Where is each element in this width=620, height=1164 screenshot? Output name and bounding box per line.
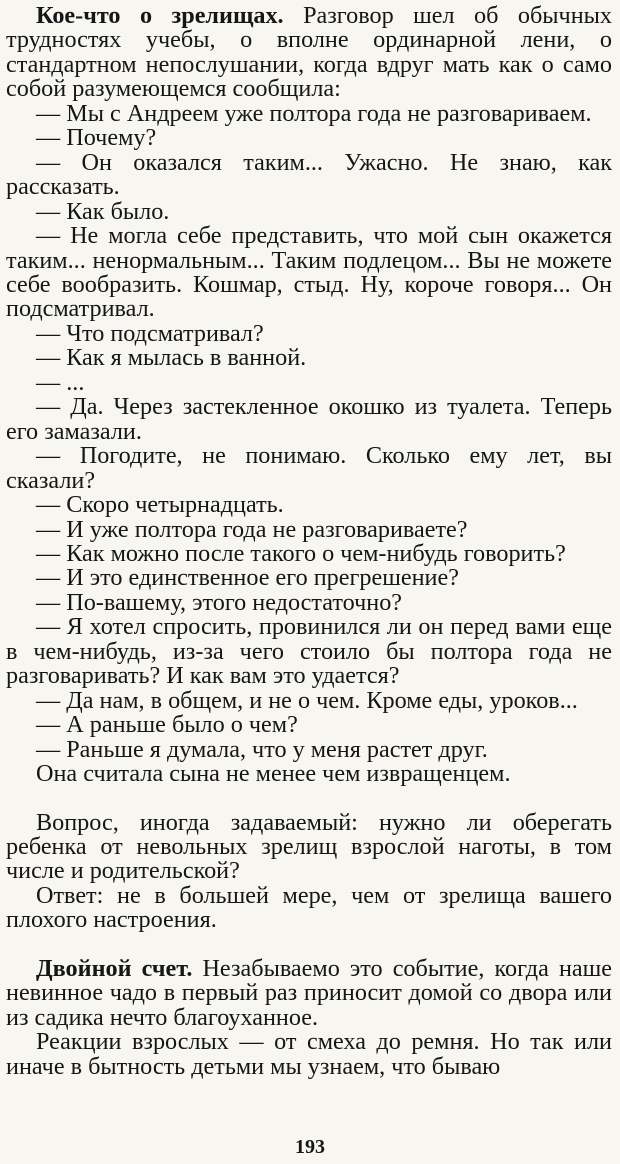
section-intro-paragraph	[6, 954, 612, 1031]
question-paragraph: Вопрос, иногда задаваемый: нужно ли оберегать ребенка от невольных зрелищ взрослой наготы, в том числе и родительской?	[6, 808, 612, 885]
section-gap	[6, 933, 612, 957]
section-heading: Двойной счет.	[36, 954, 193, 982]
dialogue-line: — Как я мылась в ванной.	[36, 344, 307, 372]
intro-text: Разговор шел об обычных трудностях учебы, о вполне ординарной лени, о стандартном непослушании, когда вдруг мать как о само собой разумеющемся сообщила:	[6, 2, 612, 103]
dialogue-line: — Как можно после такого о чем-нибудь говорить?	[36, 539, 566, 567]
intro-text: Незабываемо это событие, когда наше невинное чадо в первый раз приносит домой со двора или из садика нечто благоуханное.	[6, 954, 612, 1031]
answer-paragraph: Ответ: не в большей мере, чем от зрелища вашего плохого настроения.	[6, 881, 612, 934]
dialogue-line: — Почему?	[36, 124, 157, 152]
dialogue-line: — И уже полтора года не разговариваете?	[36, 515, 468, 543]
body-paragraph: Реакции взрослых — от смеха до ремня. Но так или иначе в бытность детьми мы узнаем, что бываю	[6, 1028, 612, 1080]
dialogue-line: — ...	[36, 368, 85, 396]
closing-line: Она считала сына не менее чем извращенцем.	[36, 760, 511, 788]
dialogue-line: — И это единственное его прегрешение?	[36, 564, 459, 592]
dialogue-line: — По-вашему, этого недостаточно?	[36, 588, 403, 616]
dialogue-line: — Как было.	[36, 197, 170, 225]
dialogue-line: — Да нам, в общем, и не о чем. Кроме еды, уроков...	[36, 686, 578, 714]
dialogue-line: — Раньше я думала, что у меня растет друг.	[36, 735, 488, 763]
dialogue-line: — Да. Через застекленное окошко из туалета. Теперь его замазали.	[6, 393, 612, 445]
section-intro-paragraph	[6, 4, 612, 102]
dialogue-line: — Я хотел спросить, провинился ли он перед вами еще в чем-нибудь, из-за чего стоило бы полтора года не разговаривать? И как вам это удается?	[6, 613, 612, 690]
section-gap	[6, 787, 612, 811]
dialogue-line: — Он оказался таким... Ужасно. Не знаю, как рассказать.	[6, 148, 612, 201]
dialogue-line: — Не могла себе представить, что мой сын окажется таким... ненормальным... Таким подлецом... Вы не можете себе вообразить. Кошмар, стыд. Ну, короче говоря... Он подсматривал.	[6, 222, 612, 323]
dialogue-line: — Скоро четырнадцать.	[36, 491, 284, 519]
section-heading: Кое-что о зрелищах.	[36, 2, 284, 29]
dialogue-line: — Мы с Андреем уже полтора года не разговариваем.	[36, 99, 592, 127]
page-number: 193	[295, 1136, 325, 1158]
dialogue-line: — А раньше было о чем?	[36, 711, 298, 739]
dialogue-line: — Погодите, не понимаю. Сколько ему лет, вы сказали?	[6, 442, 612, 494]
dialogue-line: — Что подсматривал?	[36, 319, 264, 347]
